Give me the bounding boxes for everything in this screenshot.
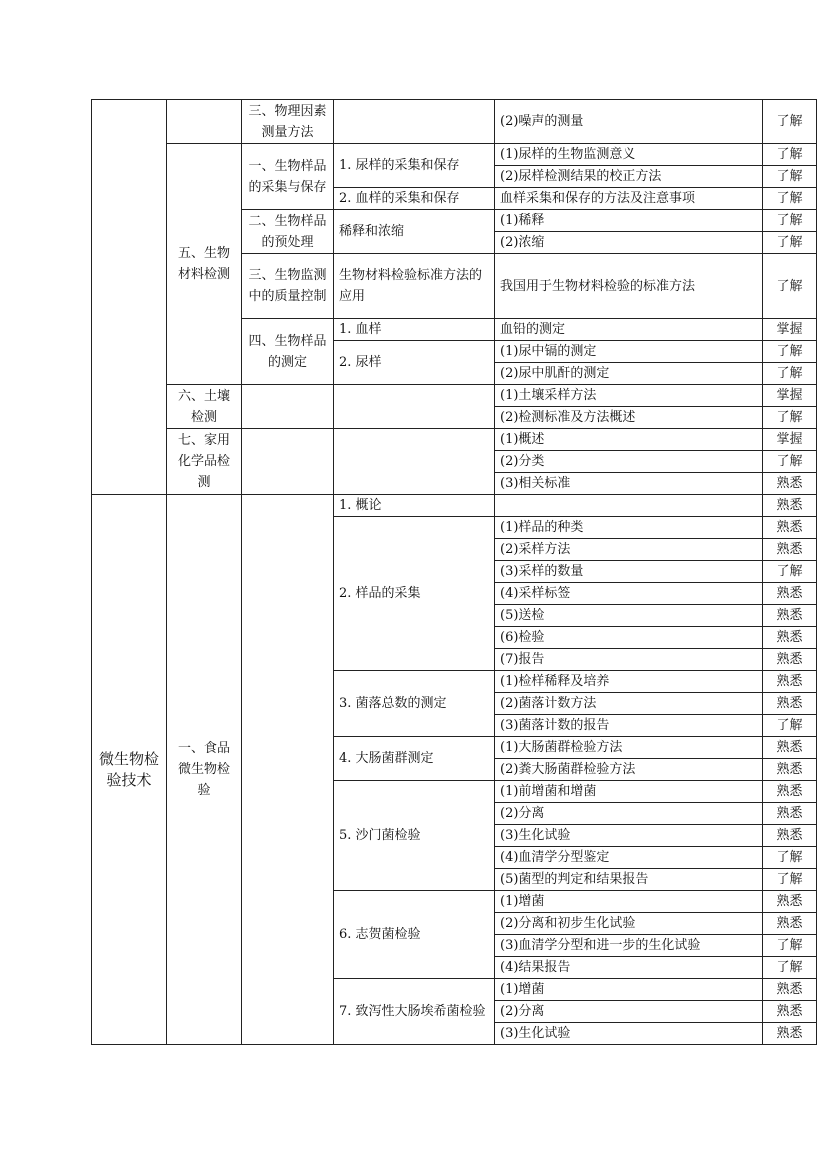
level-cell: 熟悉 [763, 913, 817, 935]
level-cell: 了解 [763, 451, 817, 473]
item-cell: (2)分离和初步生化试验 [495, 913, 763, 935]
level-cell: 了解 [763, 561, 817, 583]
level-cell: 了解 [763, 341, 817, 363]
item-cell: (2)尿中肌酐的测定 [495, 363, 763, 385]
topic-cell: 1. 血样 [334, 319, 495, 341]
level-cell: 了解 [763, 847, 817, 869]
level-cell: 熟悉 [763, 671, 817, 693]
item-cell: (1)土壤采样方法 [495, 385, 763, 407]
level-cell: 熟悉 [763, 781, 817, 803]
topic-cell [334, 385, 495, 429]
item-cell: (2)分离 [495, 803, 763, 825]
section-cell: 一、生物样品的采集与保存 [242, 144, 334, 210]
unit-cell: 一、食品微生物检验 [167, 495, 242, 1045]
level-cell: 掌握 [763, 429, 817, 451]
level-cell: 掌握 [763, 385, 817, 407]
item-cell: (2)分类 [495, 451, 763, 473]
item-cell: (1)增菌 [495, 979, 763, 1001]
item-cell: (4)采样标签 [495, 583, 763, 605]
item-cell: (3)采样的数量 [495, 561, 763, 583]
level-cell: 了解 [763, 715, 817, 737]
level-cell: 了解 [763, 210, 817, 232]
table-row [92, 429, 817, 451]
topic-cell: 2. 血样的采集和保存 [334, 188, 495, 210]
item-cell: (3)血清学分型和进一步的生化试验 [495, 935, 763, 957]
level-cell: 熟悉 [763, 1001, 817, 1023]
topic-cell: 生物材料检验标准方法的应用 [334, 254, 495, 319]
topic-cell: 6. 志贺菌检验 [334, 891, 495, 979]
item-cell: (1)概述 [495, 429, 763, 451]
subject-cell [92, 100, 167, 495]
item-cell: (5)送检 [495, 605, 763, 627]
level-cell: 熟悉 [763, 693, 817, 715]
level-cell: 了解 [763, 232, 817, 254]
subject-cell: 微生物检验技术 [92, 495, 167, 1045]
item-cell: (2)分离 [495, 1001, 763, 1023]
item-cell: (1)样品的种类 [495, 517, 763, 539]
level-cell: 熟悉 [763, 539, 817, 561]
topic-cell: 2. 尿样 [334, 341, 495, 385]
table-row [92, 100, 817, 144]
syllabus-table [91, 99, 817, 1045]
level-cell: 熟悉 [763, 737, 817, 759]
level-cell: 熟悉 [763, 979, 817, 1001]
level-cell: 熟悉 [763, 473, 817, 495]
topic-cell: 5. 沙门菌检验 [334, 781, 495, 891]
level-cell: 了解 [763, 935, 817, 957]
topic-cell: 1. 概论 [334, 495, 495, 517]
item-cell: (1)尿样的生物监测意义 [495, 144, 763, 166]
unit-cell: 六、土壤检测 [167, 385, 242, 429]
level-cell: 了解 [763, 100, 817, 144]
item-cell: (3)生化试验 [495, 1023, 763, 1045]
level-cell: 熟悉 [763, 891, 817, 913]
level-cell: 熟悉 [763, 825, 817, 847]
item-cell: (6)检验 [495, 627, 763, 649]
table-row [92, 385, 817, 407]
topic-cell [334, 429, 495, 495]
unit-cell [167, 100, 242, 144]
item-cell: (2)检测标准及方法概述 [495, 407, 763, 429]
item-cell: (4)结果报告 [495, 957, 763, 979]
item-cell: 血样采集和保存的方法及注意事项 [495, 188, 763, 210]
level-cell: 熟悉 [763, 1023, 817, 1045]
item-cell [495, 495, 763, 517]
item-cell: (2)菌落计数方法 [495, 693, 763, 715]
item-cell: (1)稀释 [495, 210, 763, 232]
item-cell: (3)生化试验 [495, 825, 763, 847]
item-cell: (1)增菌 [495, 891, 763, 913]
item-cell: (2)噪声的测量 [495, 100, 763, 144]
level-cell: 熟悉 [763, 517, 817, 539]
level-cell: 了解 [763, 144, 817, 166]
level-cell: 掌握 [763, 319, 817, 341]
level-cell: 了解 [763, 254, 817, 319]
section-cell [242, 495, 334, 1045]
level-cell: 了解 [763, 957, 817, 979]
item-cell: 我国用于生物材料检验的标准方法 [495, 254, 763, 319]
item-cell: (2)浓缩 [495, 232, 763, 254]
level-cell: 了解 [763, 166, 817, 188]
level-cell: 熟悉 [763, 605, 817, 627]
level-cell: 熟悉 [763, 649, 817, 671]
item-cell: (7)报告 [495, 649, 763, 671]
level-cell: 熟悉 [763, 495, 817, 517]
section-cell: 三、生物监测中的质量控制 [242, 254, 334, 319]
topic-cell: 3. 菌落总数的测定 [334, 671, 495, 737]
item-cell: (1)大肠菌群检验方法 [495, 737, 763, 759]
level-cell: 熟悉 [763, 583, 817, 605]
item-cell: (3)相关标准 [495, 473, 763, 495]
level-cell: 了解 [763, 869, 817, 891]
topic-cell: 1. 尿样的采集和保存 [334, 144, 495, 188]
table-row [92, 144, 817, 166]
section-cell: 三、物理因素测量方法 [242, 100, 334, 144]
section-cell [242, 385, 334, 429]
topic-cell: 7. 致泻性大肠埃希菌检验 [334, 979, 495, 1045]
item-cell: (2)采样方法 [495, 539, 763, 561]
item-cell: (1)尿中镉的测定 [495, 341, 763, 363]
section-cell [242, 429, 334, 495]
topic-cell: 2. 样品的采集 [334, 517, 495, 671]
topic-cell: 4. 大肠菌群测定 [334, 737, 495, 781]
level-cell: 熟悉 [763, 803, 817, 825]
item-cell: (1)前增菌和增菌 [495, 781, 763, 803]
unit-cell: 五、生物材料检测 [167, 144, 242, 385]
item-cell: (2)尿样检测结果的校正方法 [495, 166, 763, 188]
item-cell: (2)粪大肠菌群检验方法 [495, 759, 763, 781]
level-cell: 熟悉 [763, 627, 817, 649]
level-cell: 了解 [763, 407, 817, 429]
section-cell: 二、生物样品的预处理 [242, 210, 334, 254]
topic-cell: 稀释和浓缩 [334, 210, 495, 254]
table-row [92, 495, 817, 517]
level-cell: 熟悉 [763, 759, 817, 781]
unit-cell: 七、家用化学品检测 [167, 429, 242, 495]
topic-cell [334, 100, 495, 144]
item-cell: (3)菌落计数的报告 [495, 715, 763, 737]
level-cell: 了解 [763, 363, 817, 385]
item-cell: (1)检样稀释及培养 [495, 671, 763, 693]
section-cell: 四、生物样品的测定 [242, 319, 334, 385]
level-cell: 了解 [763, 188, 817, 210]
item-cell: (5)菌型的判定和结果报告 [495, 869, 763, 891]
item-cell: (4)血清学分型鉴定 [495, 847, 763, 869]
item-cell: 血铅的测定 [495, 319, 763, 341]
